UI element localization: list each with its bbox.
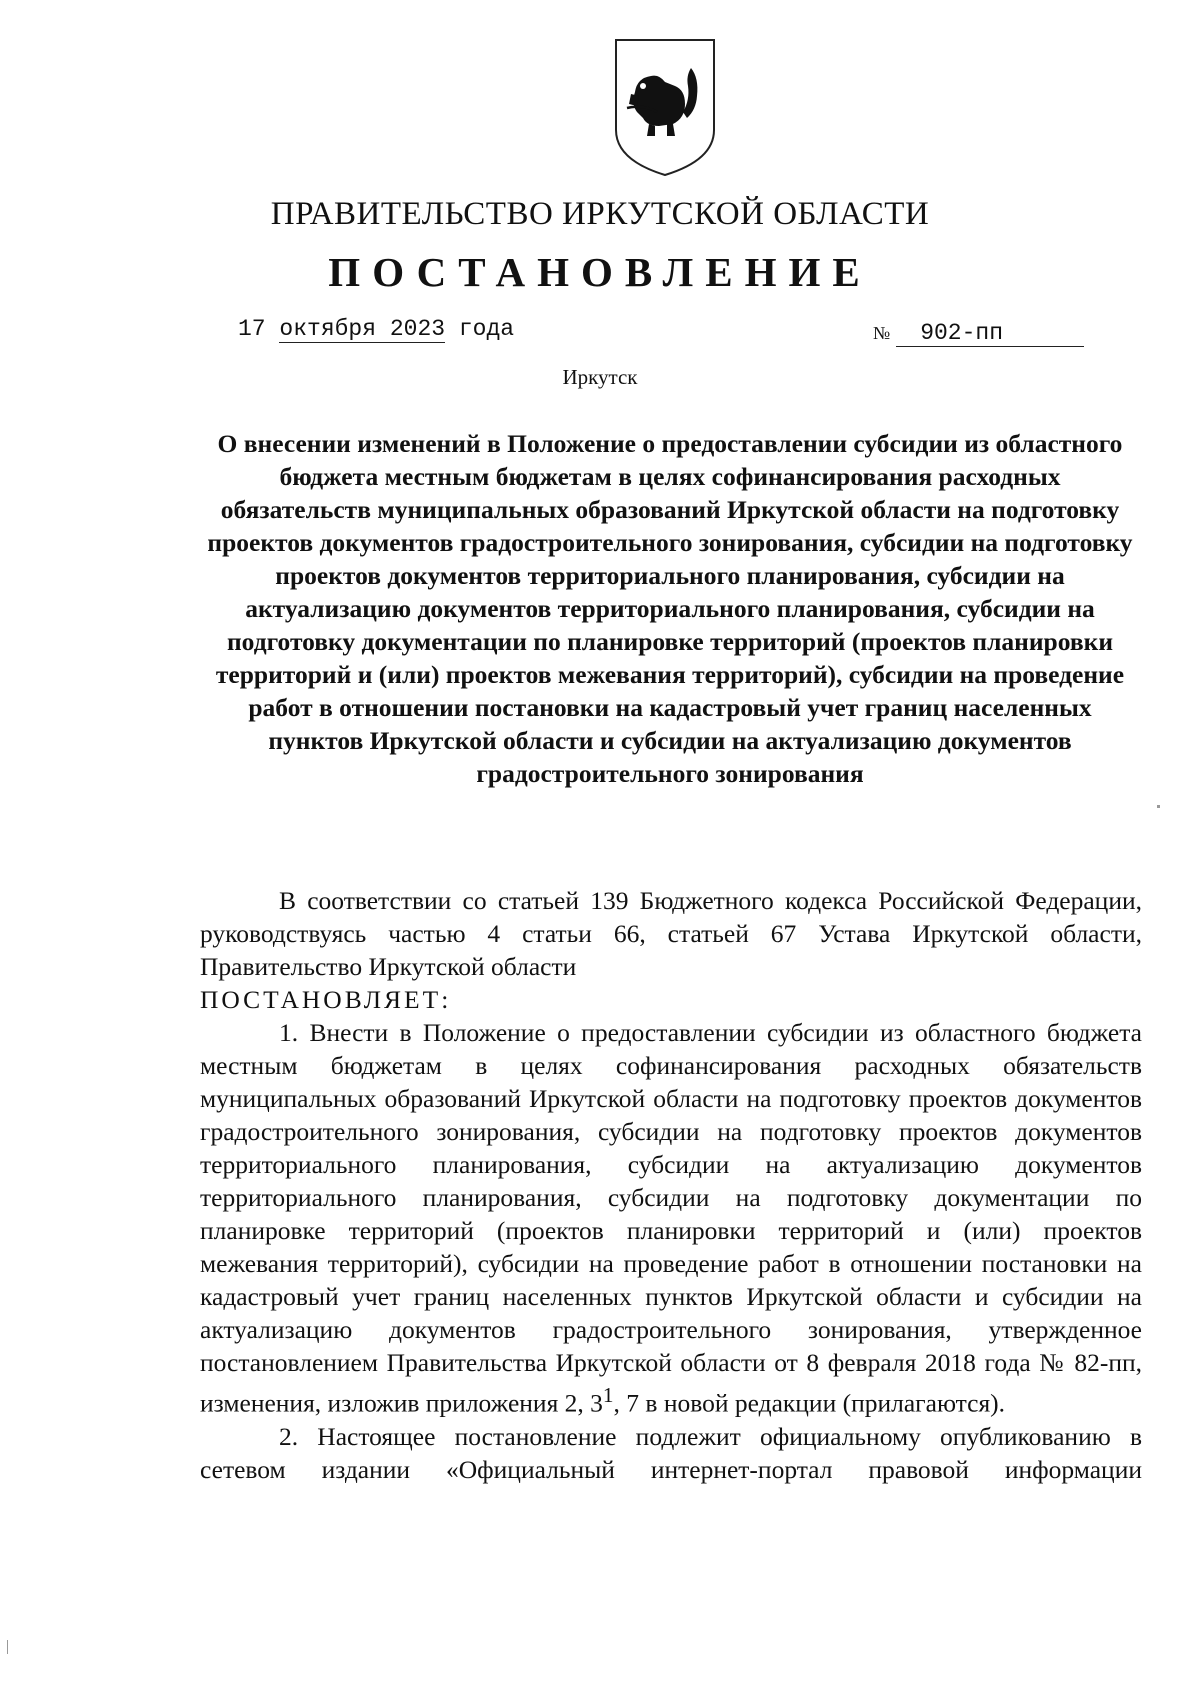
item-1-ending: , 7 в новой редакции (прилагаются).: [613, 1388, 1006, 1418]
document-subject: О внесении изменений в Положение о предоставлении субсидии из областного бюджета местным бюджетам в целях софинансирования расходных обязательств муниципальных образований Иркутской области на подготовку проектов документов градостроительного зонирования, субсидии на подготовку проектов документов территориального планирования, субсидии на актуализацию документов территориального планирования, субсидии на подготовку документации по планировке территорий (проектов планировки территорий и (или) проектов межевания территорий), субсидии на проведение работ в отношении постановки на кадастровый учет границ населенных пунктов Иркутской области и субсидии на актуализацию документов градостроительного зонирования: [207, 429, 1133, 788]
preamble-paragraph: В соответствии со статьей 139 Бюджетного кодекса Российской Федерации, руководствуясь частью 4 статьи 66, статьей 67 Устава Иркутской области, Правительство Иркутской области: [200, 886, 1142, 981]
date-suffix: года: [458, 316, 515, 342]
document-number: [873, 320, 1084, 347]
resolves-heading: ПОСТАНОВЛЯЕТ:: [200, 985, 452, 1014]
item-1-paragraph: [200, 1016, 1142, 1420]
organization-name: ПРАВИТЕЛЬСТВО ИРКУТСКОЙ ОБЛАСТИ: [270, 196, 930, 232]
number-sign: №: [873, 323, 891, 343]
date-month-year: октября 2023: [279, 316, 446, 342]
irkutsk-coat-of-arms-icon: [613, 38, 717, 178]
scan-edge-mark: [7, 1640, 8, 1654]
date-day: 17: [238, 316, 266, 342]
item-1-superscript: 1: [602, 1383, 614, 1407]
document-date: [238, 316, 514, 343]
document-body: [200, 884, 1142, 1486]
item-2-paragraph: 2. Настоящее постановление подлежит официальному опубликованию в сетевом издании «Официальный интернет-портал правовой информации: [200, 1421, 1142, 1484]
scan-dot-mark: [1157, 805, 1160, 808]
number-value: 902-пп: [896, 320, 1084, 347]
city-name: Иркутск: [562, 365, 638, 389]
document-type-title: ПОСТАНОВЛЕНИЕ: [328, 249, 872, 295]
item-1-text: 1. Внести в Положение о предоставлении субсидии из областного бюджета местным бюджетам в целях софинансирования расходных обязательств муниципальных образований Иркутской области на подготовку проектов документов градостроительного зонирования, субсидии на подготовку проектов документов территориального планирования, субсидии на актуализацию документов территориального планирования, субсидии на подготовку документации по планировке территорий (проектов планировки территорий и (или) проектов межевания территорий), субсидии на проведение работ в отношении постановки на кадастровый учет границ населенных пунктов Иркутской области и субсидии на актуализацию документов градостроительного зонирования, утвержденное постановлением Правительства Иркутской области от 8 февраля 2018 года № 82-пп, изменения, изложив приложения 2, 3: [200, 1018, 1142, 1418]
